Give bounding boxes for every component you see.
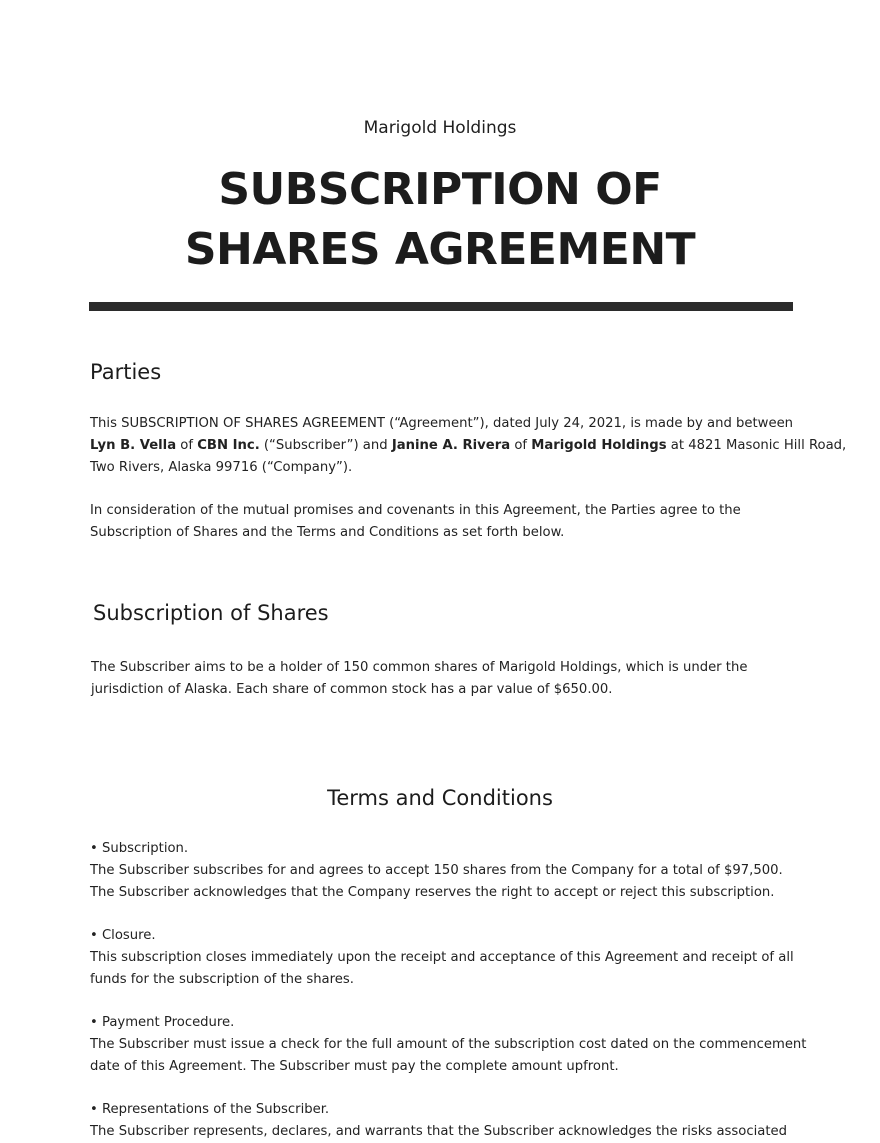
subscription-text: The Subscriber aims to be a holder of 150 common shares of Marigold Holdings, which is under the [91, 660, 748, 675]
subscriber-company: CBN Inc. [197, 438, 260, 453]
term-text: This subscription closes immediately upon the receipt and acceptance of this Agreement and receipt of all [90, 950, 794, 965]
terms-heading: Terms and Conditions [327, 786, 553, 810]
parties-text: This SUBSCRIPTION OF SHARES AGREEMENT (“Agreement”), dated July 24, 2021, is made by and between [90, 416, 794, 431]
consideration-text: Subscription of Shares and the Terms and Conditions as set forth below. [90, 525, 565, 540]
subscription-text: jurisdiction of Alaska. Each share of common stock has a par value of $650.00. [91, 682, 613, 697]
term-text: funds for the subscription of the shares. [90, 972, 354, 987]
subscriber-name: Lyn B. Vella [90, 438, 177, 453]
company-name: Marigold Holdings [363, 118, 517, 138]
term-title: • Closure. [90, 928, 156, 943]
term-title: • Representations of the Subscriber. [90, 1102, 330, 1117]
company-name-bold: Marigold Holdings [531, 438, 667, 453]
text: of [510, 438, 532, 453]
term-text: The Subscriber subscribes for and agrees to accept 150 shares from the Company for a total of $97,500. [90, 863, 783, 878]
term-title: • Subscription. [90, 841, 189, 856]
term-text: date of this Agreement. The Subscriber must pay the complete amount upfront. [90, 1059, 619, 1074]
term-title: • Payment Procedure. [90, 1015, 235, 1030]
company-rep: Janine A. Rivera [391, 438, 511, 453]
document-title-line1: SUBSCRIPTION OF [218, 164, 662, 215]
parties-heading: Parties [90, 360, 162, 384]
parties-text [90, 435, 846, 457]
parties-text: Two Rivers, Alaska 99716 (“Company”). [90, 460, 353, 475]
document-title-line2: SHARES AGREEMENT [184, 224, 696, 275]
address: at 4821 Masonic Hill Road, [666, 438, 847, 453]
term-text: The Subscriber acknowledges that the Company reserves the right to accept or reject this subscription. [90, 885, 775, 900]
consideration-text: In consideration of the mutual promises and covenants in this Agreement, the Parties agree to the [90, 503, 741, 518]
term-text: The Subscriber must issue a check for the full amount of the subscription cost dated on the commencement [90, 1037, 807, 1052]
term-text: The Subscriber represents, declares, and warrants that the Subscriber acknowledges the risks associated [90, 1124, 788, 1139]
text: (“Subscriber”) and [259, 438, 392, 453]
title-divider [89, 302, 793, 311]
subscription-heading: Subscription of Shares [93, 601, 329, 625]
text: of [176, 438, 198, 453]
